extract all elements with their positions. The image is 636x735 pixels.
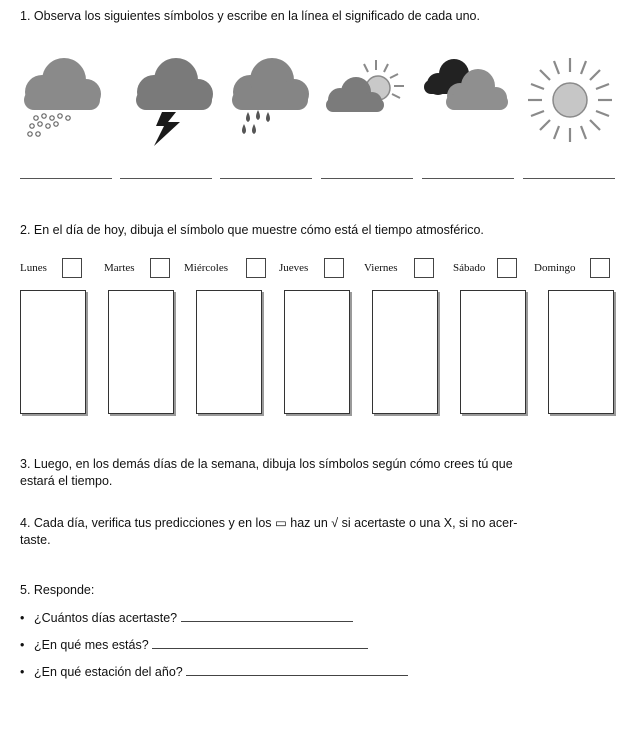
- sun-behind-cloud-icon: [320, 52, 415, 147]
- drawing-box-lunes[interactable]: [20, 290, 86, 414]
- rain-cloud-icon: [14, 52, 106, 147]
- day-label-sabado: Sábado: [453, 262, 486, 274]
- day-label-lunes: Lunes: [20, 262, 47, 274]
- day-label-jueves: Jueves: [279, 262, 309, 274]
- drawing-box-viernes[interactable]: [372, 290, 438, 414]
- question-2: 2. En el día de hoy, dibuja el símbolo que muestre cómo está el tiempo atmosférico.: [20, 223, 484, 237]
- check-box-sabado[interactable]: [497, 258, 517, 278]
- answer-line-6[interactable]: [523, 178, 615, 179]
- day-label-martes: Martes: [104, 262, 135, 274]
- drawing-box-sabado[interactable]: [460, 290, 526, 414]
- check-box-miercoles[interactable]: [246, 258, 266, 278]
- drawing-box-jueves[interactable]: [284, 290, 350, 414]
- question-3: [20, 456, 513, 490]
- question-5-item-2-text: ¿En qué mes estás?: [34, 638, 149, 652]
- storm-cloud-icon: [126, 52, 218, 147]
- question-5-item-1-text: ¿Cuántos días acertaste?: [34, 611, 178, 625]
- day-label-viernes: Viernes: [364, 262, 398, 274]
- drawing-box-martes[interactable]: [108, 290, 174, 414]
- question-5-item-3: [20, 664, 408, 680]
- question-5-item-2: [20, 637, 368, 653]
- question-4-line-1: 4. Cada día, verifica tus predicciones y en los ▭ haz un √ si acertaste o una X, si no acer-: [20, 516, 518, 530]
- answer-blank-3[interactable]: [186, 664, 408, 676]
- check-box-viernes[interactable]: [414, 258, 434, 278]
- answer-line-4[interactable]: [321, 178, 413, 179]
- drawing-box-domingo[interactable]: [548, 290, 614, 414]
- day-label-domingo: Domingo: [534, 262, 576, 274]
- question-1: 1. Observa los siguientes símbolos y escribe en la línea el significado de cada uno.: [20, 9, 480, 23]
- answer-line-3[interactable]: [220, 178, 312, 179]
- bullet: •: [20, 638, 25, 652]
- question-4-line-2: taste.: [20, 533, 51, 547]
- bullet: •: [20, 611, 25, 625]
- drawing-box-miercoles[interactable]: [196, 290, 262, 414]
- check-box-domingo[interactable]: [590, 258, 610, 278]
- answer-line-1[interactable]: [20, 178, 112, 179]
- question-4: [20, 515, 517, 549]
- question-5-item-3-text: ¿En qué estación del año?: [34, 665, 183, 679]
- check-box-martes[interactable]: [150, 258, 170, 278]
- question-5-item-1: [20, 610, 353, 626]
- answer-blank-2[interactable]: [152, 637, 368, 649]
- day-label-miercoles: Miércoles: [184, 262, 228, 274]
- check-box-lunes[interactable]: [62, 258, 82, 278]
- answer-line-2[interactable]: [120, 178, 212, 179]
- question-5-title: 5. Responde:: [20, 583, 95, 597]
- partly-cloudy-icon: [418, 52, 513, 147]
- answer-line-5[interactable]: [422, 178, 514, 179]
- bullet: •: [20, 665, 25, 679]
- question-3-line-1: 3. Luego, en los demás días de la semana, dibuja los símbolos según cómo crees tú que: [20, 457, 513, 471]
- answer-blank-1[interactable]: [181, 610, 353, 622]
- check-box-jueves[interactable]: [324, 258, 344, 278]
- question-3-line-2: estará el tiempo.: [20, 474, 113, 488]
- rain-drops-cloud-icon: [224, 52, 316, 147]
- sun-icon: [524, 52, 616, 147]
